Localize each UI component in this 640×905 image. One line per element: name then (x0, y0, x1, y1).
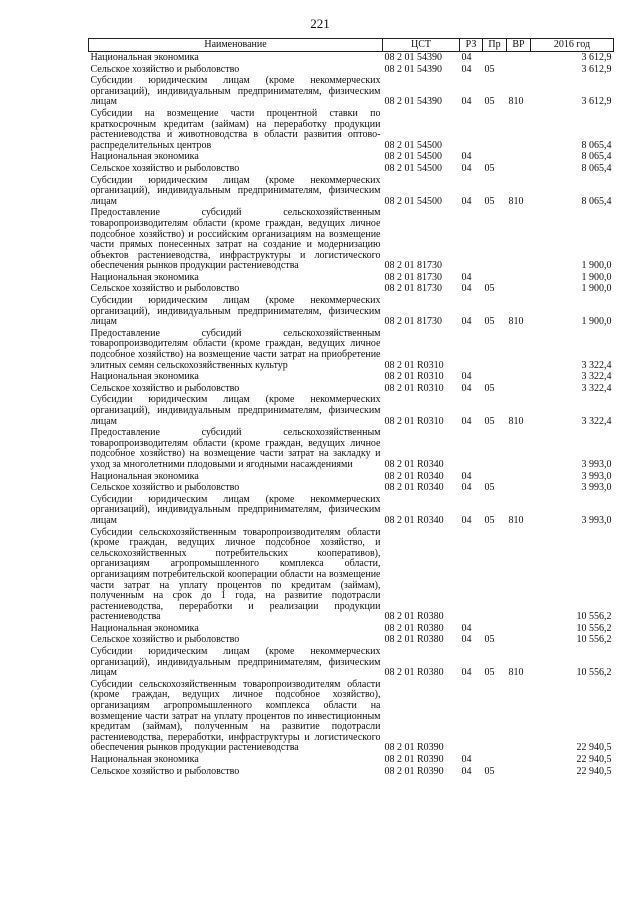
row-vr (507, 634, 531, 646)
table-row (89, 328, 614, 371)
row-vr (507, 207, 531, 272)
row-pr (483, 427, 507, 470)
row-amount: 10 556,2 (576, 634, 612, 646)
budget-table (88, 38, 614, 777)
row-cst: 08 2 01 R0310 (384, 359, 444, 371)
row-amount: 1 900,0 (581, 271, 612, 283)
row-amount: 3 612,9 (581, 96, 612, 108)
row-amount: 3 993,0 (581, 458, 612, 470)
row-vr: 810 (508, 316, 524, 328)
header-rz: РЗ (460, 39, 483, 52)
table-row (89, 634, 614, 646)
row-vr: 810 (508, 415, 524, 427)
row-cst: 08 2 01 R0380 (384, 622, 444, 634)
row-name: Субсидии юридическим лицам (кроме некоммерческих организаций), индивидуальным предпринимателям, физическим лицам (90, 394, 381, 427)
header-year: 2016 год (531, 39, 614, 52)
row-vr (507, 623, 531, 635)
table-row (89, 151, 614, 163)
row-amount: 3 612,9 (581, 63, 612, 75)
row-vr (507, 766, 531, 778)
row-rz: 04 (461, 470, 472, 482)
row-cst: 08 2 01 54390 (384, 63, 442, 75)
row-name: Национальная экономика (90, 271, 199, 283)
row-pr (483, 272, 507, 284)
row-amount: 8 065,4 (581, 151, 612, 163)
row-name: Сельское хозяйство и рыболовство (90, 63, 240, 75)
row-vr: 810 (508, 667, 524, 679)
table-row (89, 272, 614, 284)
row-name: Субсидии юридическим лицам (кроме некоммерческих организаций), индивидуальным предпринимателям, физическим лицам (90, 295, 381, 328)
table-row (89, 371, 614, 383)
row-rz: 04 (461, 622, 472, 634)
table-row (89, 295, 614, 328)
row-rz (460, 328, 483, 371)
row-amount: 3 993,0 (581, 470, 612, 482)
row-vr (507, 527, 531, 623)
row-cst: 08 2 01 R0340 (384, 458, 444, 470)
row-cst: 08 2 01 81730 (384, 283, 442, 295)
row-name: Субсидии юридическим лицам (кроме некоммерческих организаций), индивидуальным предпринимателям, физическим лицам (90, 174, 381, 207)
row-amount: 22 940,5 (576, 754, 612, 765)
row-rz: 04 (461, 271, 472, 283)
row-rz: 04 (461, 371, 472, 383)
row-vr (507, 272, 531, 284)
row-pr: 05 (484, 482, 495, 494)
row-rz (460, 108, 483, 151)
row-rz: 04 (461, 415, 472, 427)
table-row (89, 646, 614, 679)
row-rz: 04 (461, 634, 472, 646)
row-vr (507, 52, 531, 64)
row-rz: 04 (461, 667, 472, 679)
row-cst: 08 2 01 81730 (384, 316, 442, 328)
table-row (89, 754, 614, 766)
row-pr: 05 (484, 195, 495, 207)
row-pr (483, 471, 507, 483)
header-vr: ВР (507, 39, 531, 52)
row-pr (483, 108, 507, 151)
row-name: Предоставление субсидий сельскохозяйственным товаропроизводителям области (кроме граждан, ведущих личное подсобное хозяйство) на возмещение части затрат на закладку и уход за многолетними плодовыми и ягодными насаждениями (90, 427, 381, 470)
table-row (89, 108, 614, 151)
row-name: Субсидии на возмещение части процентной ставки по краткосрочным кредитам (займам) на переработку продукции растениеводства и животноводства в области развития оптово-распределительных центров (90, 107, 381, 151)
row-amount: 22 940,5 (576, 742, 612, 754)
row-vr (507, 427, 531, 470)
table-row (89, 471, 614, 483)
row-vr (507, 163, 531, 175)
row-name: Предоставление субсидий сельскохозяйственным товаропроизводителям области (кроме граждан, ведущих личное подсобное хозяйство) на возмещение части затрат на приобретение элитных семян сельскохозяйственных культур (90, 327, 381, 371)
row-name: Предоставление субсидий сельскохозяйственным товаропроизводителям области (кроме граждан, ведущих личное подсобное хозяйство) и российским организациям на возмещение части прямых понесенных затрат на создание и модернизацию объектов растениеводства, инфраструктуры и логистического обеспечения рынков продукции растениеводства (90, 207, 381, 272)
row-name: Национальная экономика (90, 371, 199, 383)
row-rz (460, 207, 483, 272)
row-amount: 10 556,2 (576, 611, 612, 623)
row-amount: 3 322,4 (581, 415, 612, 427)
page-number: 221 (310, 16, 330, 31)
row-vr (507, 383, 531, 395)
row-name: Национальная экономика (90, 622, 199, 634)
row-amount: 3 993,0 (581, 482, 612, 494)
table-header (89, 39, 614, 52)
row-name: Сельское хозяйство и рыболовство (90, 634, 240, 646)
row-pr: 05 (484, 382, 495, 394)
row-vr (507, 371, 531, 383)
row-cst: 08 2 01 R0380 (384, 634, 444, 646)
row-amount: 10 556,2 (576, 622, 612, 634)
row-pr (483, 623, 507, 635)
row-vr (507, 108, 531, 151)
row-vr (507, 328, 531, 371)
row-cst: 08 2 01 54390 (384, 96, 442, 108)
row-pr (483, 527, 507, 623)
row-amount: 1 900,0 (581, 316, 612, 328)
row-rz: 04 (461, 195, 472, 207)
row-vr (507, 64, 531, 76)
row-amount: 8 065,4 (581, 162, 612, 174)
row-cst: 08 2 01 R0340 (384, 482, 444, 494)
row-name: Национальная экономика (90, 151, 199, 163)
row-amount: 10 556,2 (576, 667, 612, 679)
table-row (89, 175, 614, 208)
row-rz: 04 (461, 482, 472, 494)
table-row (89, 766, 614, 778)
table-row (89, 494, 614, 527)
row-name: Сельское хозяйство и рыболовство (90, 482, 240, 494)
row-pr (483, 754, 507, 766)
row-amount: 22 940,5 (576, 765, 612, 777)
row-name: Субсидии сельскохозяйственным товаропроизводителям области (кроме граждан, ведущих личное подсобное хозяйство, и сельскохозяйственных потребительских кооперативов), организациям агропромышленного комплекса области, организациям потребительской кооперации области на возмещение части затрат на уплату процентов по кредитам (займам), полученным на срок до 1 года, на развитие подотрасли растениеводства, переработки и реализации продукции растениеводства (90, 526, 381, 623)
row-cst: 08 2 01 R0310 (384, 382, 444, 394)
row-cst: 08 2 01 81730 (384, 260, 442, 272)
row-amount: 8 065,4 (581, 139, 612, 151)
row-pr (483, 52, 507, 64)
row-vr (507, 482, 531, 494)
row-vr: 810 (508, 514, 524, 526)
row-rz: 04 (461, 316, 472, 328)
row-cst: 08 2 01 R0390 (384, 765, 444, 777)
row-cst: 08 2 01 54390 (384, 52, 442, 63)
row-amount: 3 612,9 (581, 52, 612, 63)
row-rz: 04 (461, 52, 472, 63)
row-vr (507, 754, 531, 766)
row-cst: 08 2 01 54500 (384, 162, 442, 174)
row-pr: 05 (484, 667, 495, 679)
row-rz: 04 (461, 514, 472, 526)
row-amount: 3 322,4 (581, 371, 612, 383)
header-pr: Пр (483, 39, 507, 52)
row-vr (507, 471, 531, 483)
row-rz: 04 (461, 283, 472, 295)
table-row (89, 623, 614, 635)
row-amount: 3 322,4 (581, 382, 612, 394)
row-rz: 04 (461, 63, 472, 75)
row-cst: 08 2 01 R0340 (384, 514, 444, 526)
row-cst: 08 2 01 54500 (384, 195, 442, 207)
row-rz (460, 427, 483, 470)
row-pr (483, 207, 507, 272)
row-vr: 810 (508, 96, 524, 108)
row-cst: 08 2 01 R0390 (384, 742, 444, 754)
row-pr (483, 679, 507, 754)
row-rz: 04 (461, 754, 472, 765)
row-pr: 05 (484, 96, 495, 108)
row-rz: 04 (461, 96, 472, 108)
row-name: Сельское хозяйство и рыболовство (90, 765, 240, 777)
table-row (89, 427, 614, 470)
row-amount: 3 993,0 (581, 514, 612, 526)
row-rz: 04 (461, 765, 472, 777)
row-rz: 04 (461, 151, 472, 163)
row-amount: 1 900,0 (581, 283, 612, 295)
table-row (89, 679, 614, 754)
table-row (89, 482, 614, 494)
row-name: Национальная экономика (90, 754, 199, 765)
row-cst: 08 2 01 R0390 (384, 754, 444, 765)
row-pr: 05 (484, 634, 495, 646)
row-amount: 8 065,4 (581, 195, 612, 207)
row-pr: 05 (484, 316, 495, 328)
row-name: Национальная экономика (90, 470, 199, 482)
table-row (89, 52, 614, 64)
row-pr: 05 (484, 162, 495, 174)
row-cst: 08 2 01 R0380 (384, 667, 444, 679)
row-pr: 05 (484, 514, 495, 526)
row-pr: 05 (484, 283, 495, 295)
row-name: Сельское хозяйство и рыболовство (90, 162, 240, 174)
table-row (89, 527, 614, 623)
table-row (89, 283, 614, 295)
row-pr: 05 (484, 415, 495, 427)
table-body (89, 52, 614, 778)
row-name: Субсидии сельскохозяйственным товаропроизводителям области (кроме граждан, ведущих личное подсобное хозяйство), организациям агропромышленного комплекса области на возмещение части затрат на уплату процентов по инвестиционным кредитам (займам), полученным на развитие подотрасли растениеводства, переработки, инфраструктуры и логистического обеспечения рынков продукции растениеводства (90, 678, 381, 754)
row-rz: 04 (461, 382, 472, 394)
row-name: Сельское хозяйство и рыболовство (90, 382, 240, 394)
row-cst: 08 2 01 81730 (384, 271, 442, 283)
table-row (89, 75, 614, 108)
row-cst: 08 2 01 54500 (384, 139, 442, 151)
header-name: Наименование (89, 39, 383, 52)
row-cst: 08 2 01 R0380 (384, 611, 444, 623)
table-row (89, 64, 614, 76)
row-pr: 05 (484, 63, 495, 75)
row-vr (507, 151, 531, 163)
row-vr: 810 (508, 195, 524, 207)
row-name: Национальная экономика (90, 52, 199, 63)
row-cst: 08 2 01 R0340 (384, 470, 444, 482)
row-pr (483, 371, 507, 383)
table-row (89, 383, 614, 395)
row-pr (483, 328, 507, 371)
row-pr: 05 (484, 765, 495, 777)
row-rz: 04 (461, 162, 472, 174)
row-name: Субсидии юридическим лицам (кроме некоммерческих организаций), индивидуальным предпринимателям, физическим лицам (90, 75, 381, 108)
row-vr (507, 679, 531, 754)
row-rz (460, 527, 483, 623)
row-amount: 3 322,4 (581, 359, 612, 371)
row-amount: 1 900,0 (581, 260, 612, 272)
row-cst: 08 2 01 R0310 (384, 415, 444, 427)
table-row (89, 163, 614, 175)
row-vr (507, 283, 531, 295)
row-name: Субсидии юридическим лицам (кроме некоммерческих организаций), индивидуальным предпринимателям, физическим лицам (90, 646, 381, 679)
row-cst: 08 2 01 R0310 (384, 371, 444, 383)
row-rz (460, 679, 483, 754)
row-name: Субсидии юридическим лицам (кроме некоммерческих организаций), индивидуальным предпринимателям, физическим лицам (90, 493, 381, 526)
table-row (89, 394, 614, 427)
row-pr (483, 151, 507, 163)
row-name: Сельское хозяйство и рыболовство (90, 283, 240, 295)
row-cst: 08 2 01 54500 (384, 151, 442, 163)
table-row (89, 207, 614, 272)
header-cst: ЦСТ (383, 39, 460, 52)
